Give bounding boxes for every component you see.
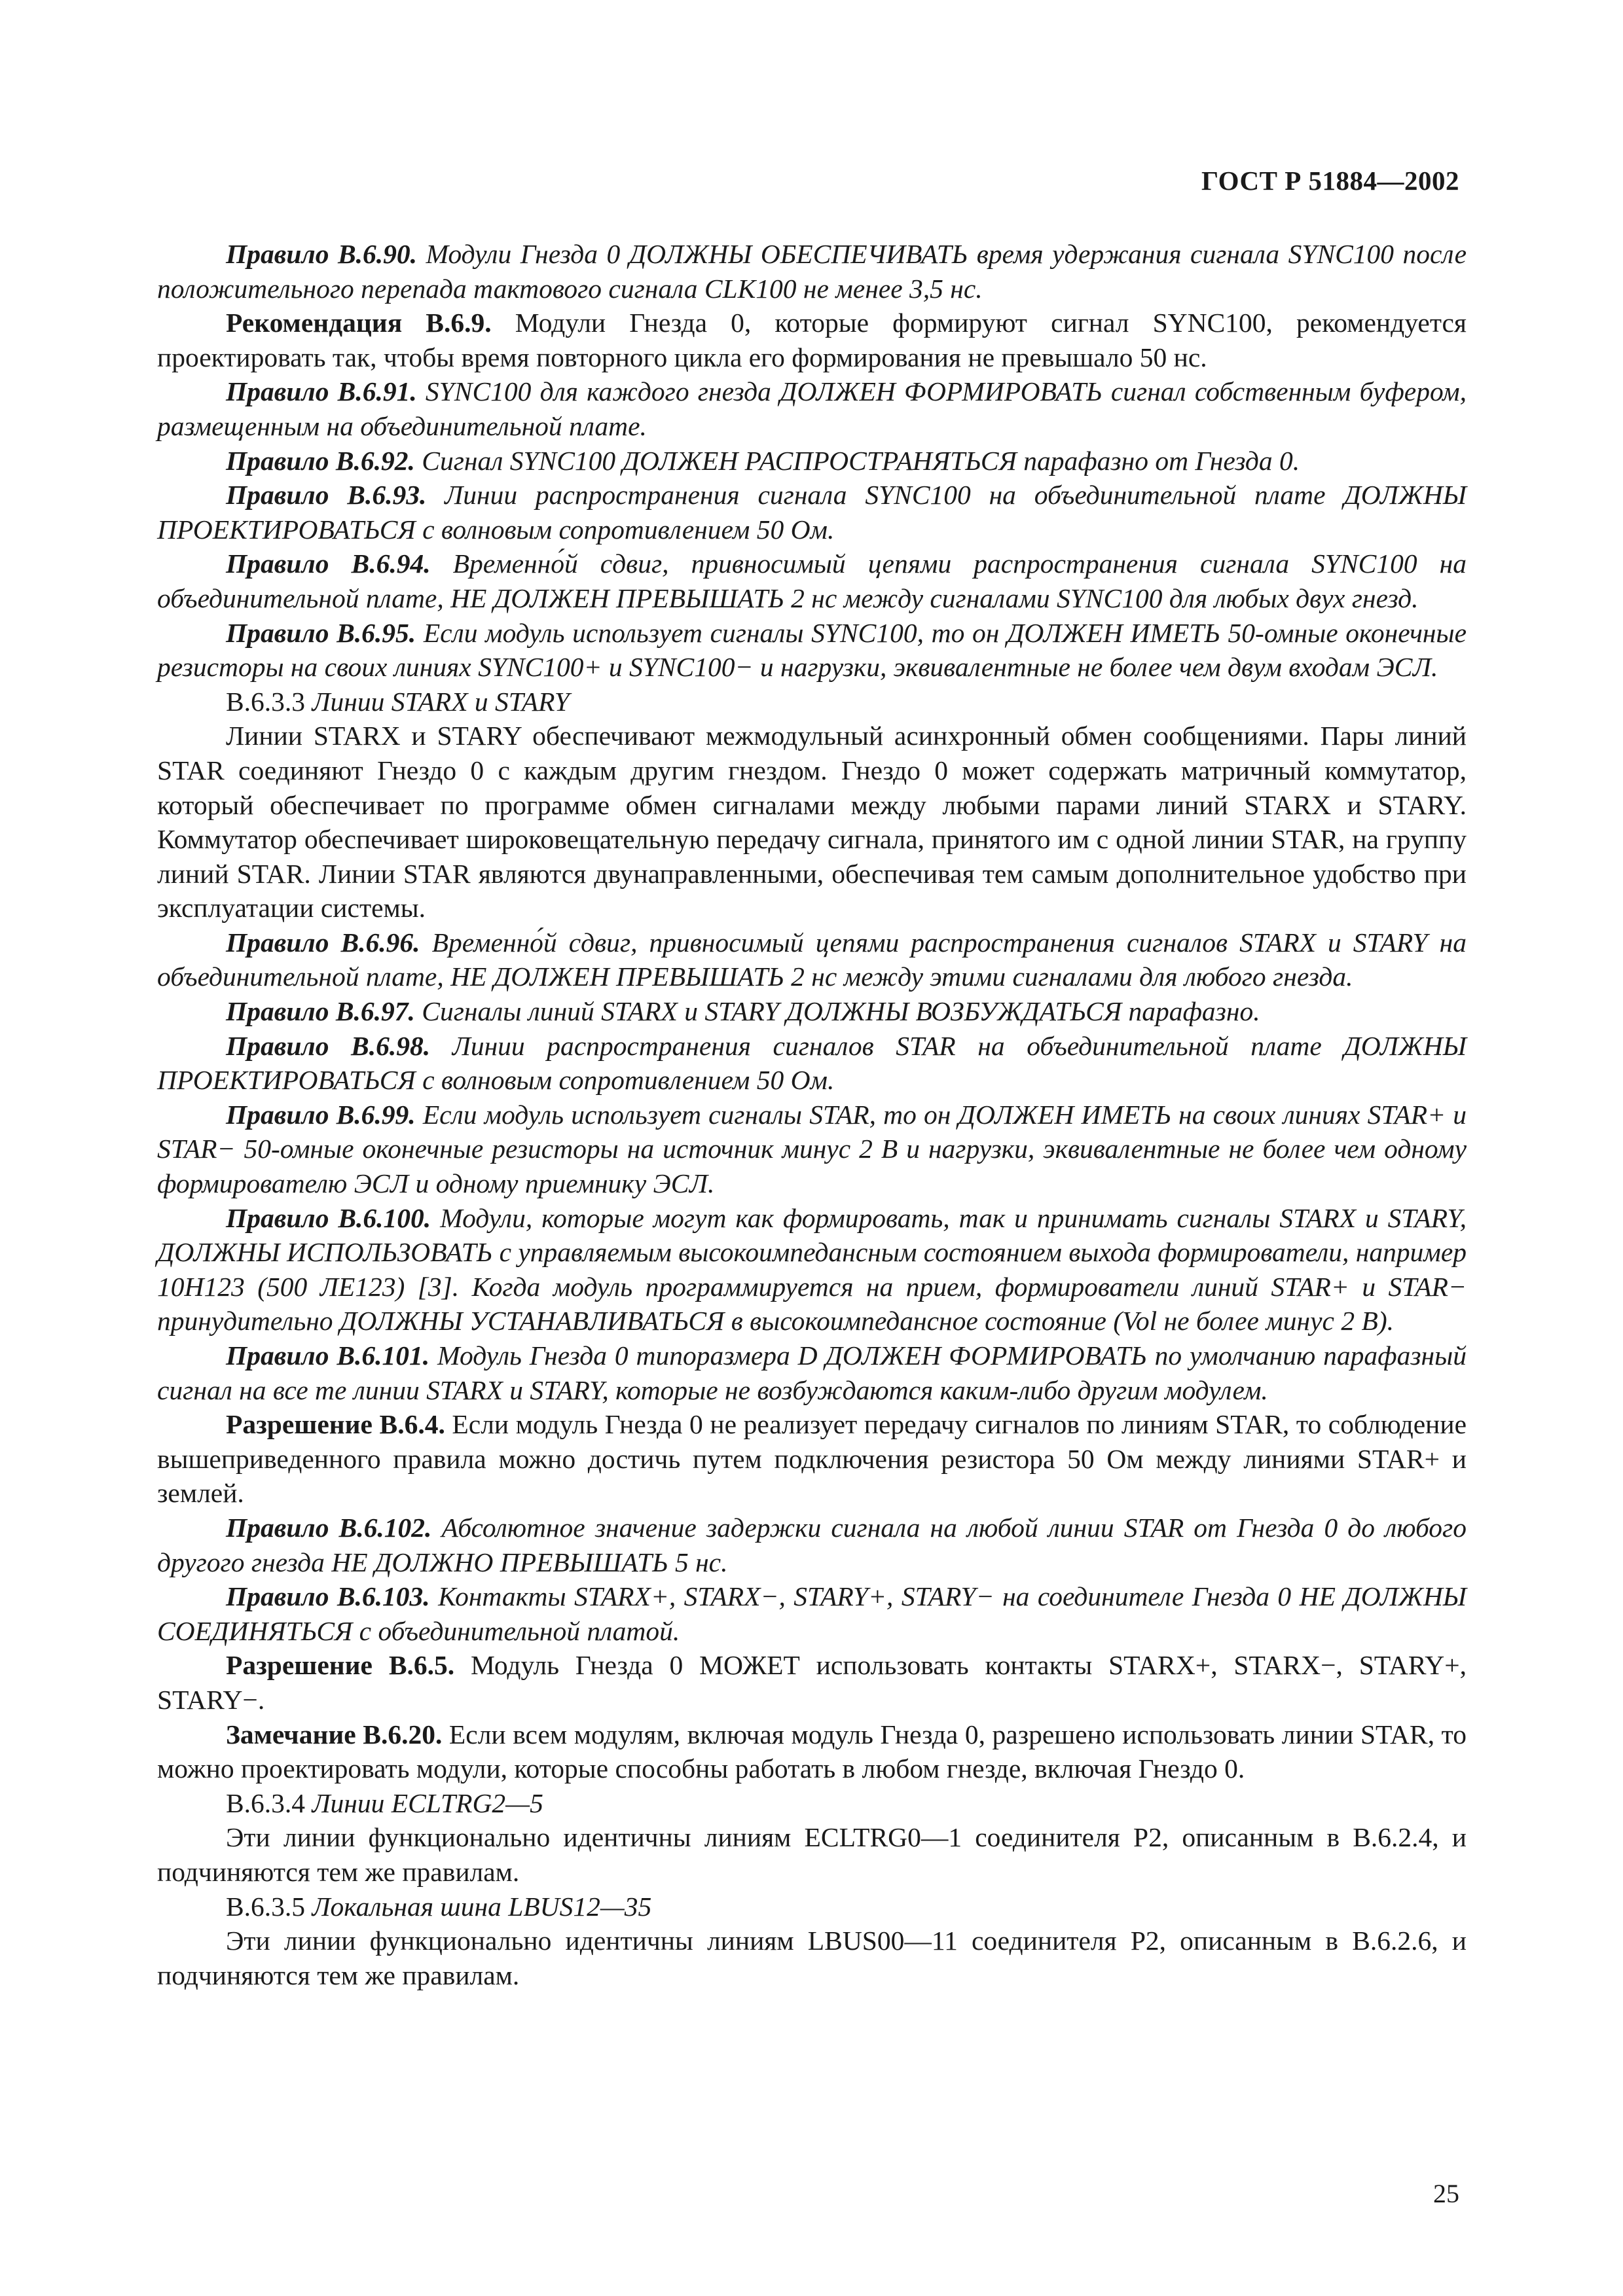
rule-paragraph bbox=[157, 1098, 1467, 1201]
rule-label: Правило В.6.103. bbox=[226, 1581, 430, 1612]
rule-paragraph bbox=[157, 1029, 1467, 1098]
rule-text: Модули Гнезда 0 ДОЛЖНЫ ОБЕСПЕЧИВАТЬ время удержания сигнала SYNC100 после положительного перепада тактового сигнала CLK100 не менее 3,5 нс. bbox=[157, 239, 1467, 304]
rule-label: Правило В.6.99. bbox=[226, 1099, 416, 1130]
section-title: Локальная шина LBUS12—35 bbox=[312, 1891, 652, 1922]
rule-text: Если модуль использует сигналы SYNC100, то он ДОЛЖЕН ИМЕТЬ 50-омные оконечные резисторы на своих линиях SYNC100+ и SYNC100− и нагрузки, эквивалентные не более чем двум входам ЭСЛ. bbox=[157, 617, 1467, 683]
rule-text: SYNC100 для каждого гнезда ДОЛЖЕН ФОРМИРОВАТЬ сигнал собственным буфером, размещенным на объединительной плате. bbox=[157, 376, 1467, 441]
paragraph-label: Разрешение В.6.4. bbox=[226, 1409, 445, 1440]
paragraph-text: Эти линии функционально идентичны линиям ECLTRG0—1 соединителя P2, описанным в В.6.2.4, и подчиняются тем же правилам. bbox=[157, 1822, 1467, 1887]
section-number: В.6.3.5 bbox=[226, 1891, 306, 1922]
rule-paragraph bbox=[157, 1511, 1467, 1579]
labeled-paragraph bbox=[157, 1407, 1467, 1511]
rule-text: Контакты STARX+, STARX−, STARY+, STARY− на соединителе Гнезда 0 НЕ ДОЛЖНЫ СОЕДИНЯТЬСЯ с объединительной платой. bbox=[157, 1581, 1467, 1646]
rule-text: Если модуль использует сигналы STAR, то он ДОЛЖЕН ИМЕТЬ на своих линиях STAR+ и STAR− 50-омные оконечные резисторы на источник минус 2 В и нагрузки, эквивалентные не более чем одному формирователю ЭСЛ и одному приемнику ЭСЛ. bbox=[157, 1099, 1467, 1199]
document-id-header: ГОСТ Р 51884—2002 bbox=[1201, 166, 1459, 196]
rule-label: Правило В.6.90. bbox=[226, 239, 417, 269]
rule-label: Правило В.6.101. bbox=[226, 1340, 430, 1371]
section-title: Линии ECLTRG2—5 bbox=[312, 1787, 543, 1818]
rule-paragraph bbox=[157, 444, 1467, 478]
paragraph-text: Эти линии функционально идентичны линиям LBUS00—11 соединителя P2, описанным в В.6.2.6, и подчиняются тем же правилам. bbox=[157, 1926, 1467, 1990]
rule-text: Абсолютное значение задержки сигнала на любой линии STAR от Гнезда 0 до любого другого гнезда НЕ ДОЛЖНО ПРЕВЫШАТЬ 5 нс. bbox=[157, 1512, 1467, 1577]
body-paragraph bbox=[157, 719, 1467, 925]
rule-paragraph bbox=[157, 616, 1467, 685]
paragraph-text: Если всем модулям, включая модуль Гнезда 0, разрешено использовать линии STAR, то можно проектировать модули, которые способны работать в любом гнезде, включая Гнездо 0. bbox=[157, 1719, 1467, 1784]
rule-label: Правило В.6.95. bbox=[226, 617, 416, 648]
paragraph-label: Разрешение В.6.5. bbox=[226, 1650, 455, 1681]
paragraph-label: Рекомендация В.6.9. bbox=[226, 308, 492, 338]
section-number: В.6.3.3 bbox=[226, 686, 306, 717]
section-heading bbox=[157, 685, 1467, 719]
rule-label: Правило В.6.91. bbox=[226, 376, 417, 407]
rule-paragraph bbox=[157, 374, 1467, 443]
section-number: В.6.3.4 bbox=[226, 1787, 306, 1818]
rule-paragraph bbox=[157, 994, 1467, 1029]
section-title: Линии STARX и STARY bbox=[312, 686, 570, 717]
body-paragraph bbox=[157, 1820, 1467, 1889]
rule-text: Временно́й сдвиг, привносимый цепями распространения сигнала SYNC100 на объединительной плате, НЕ ДОЛЖЕН ПРЕВЫШАТЬ 2 нс между сигналами SYNC100 для любых двух гнезд. bbox=[157, 548, 1467, 613]
paragraph-text: Если модуль Гнезда 0 не реализует передачу сигналов по линиям STAR, то соблюдение вышеприведенного правила можно достичь путем подключения резистора 50 Ом между линиями STAR+ и землей. bbox=[157, 1409, 1467, 1509]
rule-text: Модуль Гнезда 0 типоразмера D ДОЛЖЕН ФОРМИРОВАТЬ по умолчанию парафазный сигнал на все те линии STARX и STARY, которые не возбуждаются каким-либо другим модулем. bbox=[157, 1340, 1467, 1405]
rule-text: Линии распространения сигнала SYNC100 на объединительной плате ДОЛЖНЫ ПРОЕКТИРОВАТЬСЯ с волновым сопротивлением 50 Ом. bbox=[157, 480, 1467, 545]
rule-text: Временно́й сдвиг, привносимый цепями распространения сигналов STARX и STARY на объединительной плате, НЕ ДОЛЖЕН ПРЕВЫШАТЬ 2 нс между этими сигналами для любого гнезда. bbox=[157, 927, 1467, 992]
rule-label: Правило В.6.94. bbox=[226, 548, 431, 579]
rule-label: Правило В.6.100. bbox=[226, 1202, 431, 1233]
rule-paragraph bbox=[157, 1201, 1467, 1338]
rule-text: Сигнал SYNC100 ДОЛЖЕН РАСПРОСТРАНЯТЬСЯ парафазно от Гнезда 0. bbox=[414, 445, 1300, 476]
rule-text: Модули, которые могут как формировать, так и принимать сигналы STARX и STARY, ДОЛЖНЫ ИСПОЛЬЗОВАТЬ с управляемым высокоимпедансным состоянием выхода формирователи, например 10H123 (500 ЛЕ123) [3]. Когда модуль программируется на прием, формирователи линий STAR+ и STAR− принудительно ДОЛЖНЫ УСТАНАВЛИВАТЬСЯ в высокоимпедансное состояние (Vol не более минус 2 В). bbox=[157, 1202, 1467, 1336]
page-number: 25 bbox=[1433, 2179, 1459, 2208]
paragraph-text: Модули Гнезда 0, которые формируют сигнал SYNC100, рекомендуется проектировать так, чтобы время повторного цикла его формирования не превышало 50 нс. bbox=[157, 308, 1467, 372]
rule-paragraph bbox=[157, 1579, 1467, 1648]
section-heading bbox=[157, 1890, 1467, 1924]
labeled-paragraph bbox=[157, 306, 1467, 374]
rule-paragraph bbox=[157, 478, 1467, 547]
rule-label: Правило В.6.96. bbox=[226, 927, 420, 958]
rule-label: Правило В.6.93. bbox=[226, 480, 427, 511]
rule-paragraph bbox=[157, 547, 1467, 615]
rule-label: Правило В.6.97. bbox=[226, 996, 415, 1027]
rule-paragraph bbox=[157, 1338, 1467, 1407]
paragraph-label: Замечание В.6.20. bbox=[226, 1719, 443, 1749]
labeled-paragraph bbox=[157, 1717, 1467, 1786]
section-heading bbox=[157, 1786, 1467, 1821]
rule-paragraph bbox=[157, 925, 1467, 994]
rule-label: Правило В.6.98. bbox=[226, 1030, 431, 1061]
rule-paragraph bbox=[157, 237, 1467, 306]
rule-text: Сигналы линий STARX и STARY ДОЛЖНЫ ВОЗБУЖДАТЬСЯ парафазно. bbox=[414, 996, 1260, 1027]
rule-text: Линии распространения сигналов STAR на объединительной плате ДОЛЖНЫ ПРОЕКТИРОВАТЬСЯ с волновым сопротивлением 50 Ом. bbox=[157, 1030, 1467, 1096]
rule-label: Правило В.6.102. bbox=[226, 1512, 432, 1543]
rule-label: Правило В.6.92. bbox=[226, 445, 415, 476]
document-body bbox=[157, 237, 1467, 1992]
paragraph-text: Модуль Гнезда 0 МОЖЕТ использовать контакты STARX+, STARX−, STARY+, STARY−. bbox=[157, 1650, 1467, 1715]
paragraph-text: Линии STARX и STARY обеспечивают межмодульный асинхронный обмен сообщениями. Пары линий STAR соединяют Гнездо 0 с каждым другим гнездом. Гнездо 0 может содержать матричный коммутатор, который обеспечивает по программе обмен сигналами между любыми парами линий STARX и STARY. Коммутатор обеспечивает широковещательную передачу сигнала, принятого им с одной линии STAR, на группу линий STAR. Линии STAR являются двунаправленными, обеспечивая тем самым дополнительное удобство при эксплуатации системы. bbox=[157, 721, 1467, 924]
labeled-paragraph bbox=[157, 1648, 1467, 1717]
body-paragraph bbox=[157, 1924, 1467, 1992]
